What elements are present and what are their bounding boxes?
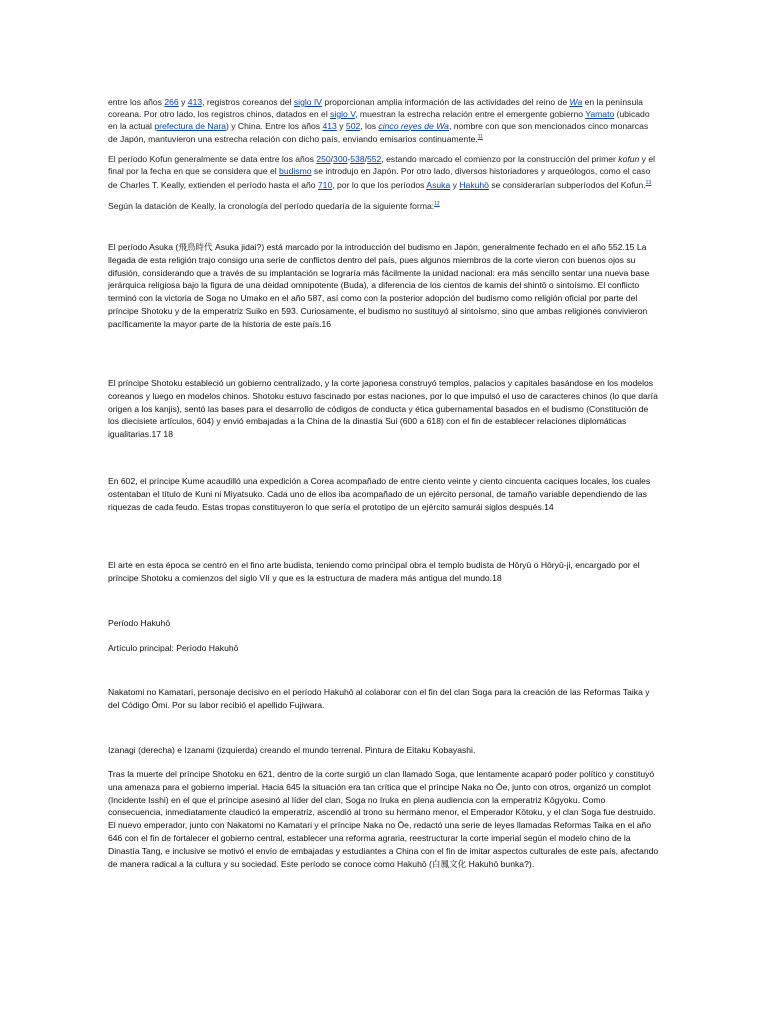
document-page: [108, 97, 660, 221]
text-run: se considerarían subperíodos del Kofun.: [488, 179, 646, 190]
text-run: y: [178, 97, 188, 107]
link-siglo-iv[interactable]: siglo IV: [293, 97, 323, 107]
link-250[interactable]: 250: [316, 154, 331, 165]
text-run: , por lo que los períodos: [332, 179, 427, 190]
link-asuka[interactable]: Asuka: [426, 179, 451, 190]
text-run: , estando marcado el comienzo por la construcción del primer: [381, 154, 619, 165]
text-run: -: [347, 154, 351, 165]
paragraph-soga-clan: Tras la muerte del príncipe Shotoku en 621, dentro de la corte surgió un clan llamado Soga, que lentamente acaparó poder político y constituyó una amenaza para el gobierno imperial. Hacia 645 la situación era tan crítica que el príncipe Naka no Ōe, junto con otros, organizó un complot (Incidente Isshi) en el que el príncipe asesinó al líder del clan, Soga no Iruka en plena audiencia con la emperatriz Kōgyoku. Como consecuencia, inmediatamente claudicó la emperatriz, ascendió al trono su hermano menor, el Emperador Kōtoku, y el clan Soga fue destruido. El nuevo emperador, junto con Nakatomi no Kamatari y el príncipe Naka no Ōe, redactó una serie de leyes llamadas Reformas Taika en el año 646 con el fin de fortalecer el gobierno central, establecer una reforma agraria, reestructurar la corte imperial según el modelo chino de la Dinastía Tang, e inclusive se motivó el envío de embajadas y estudiantes a China con el fin de imitar aspectos culturales de este país, afectando de manera radical a la cultura y su sociedad. Este período se conoce como Hakuhō (白鳳文化 Hakuhō bunka?).: [108, 769, 659, 869]
text-run: , muestran la estrecha relación entre el emergente gobierno: [355, 108, 586, 119]
link-budismo[interactable]: budismo: [279, 165, 312, 176]
text-run: Según la datación de Keally, la cronología del período quedaría de la siguiente forma:: [108, 201, 435, 212]
paragraph-keally-chronology: [108, 199, 660, 213]
link-413[interactable]: 413: [187, 97, 203, 107]
paragraph-kofun-records: [108, 97, 660, 146]
text-run: , nombre con que son mencionados cinco monarcas de Japón, mantuvieron una estrecha relación con dicho país, enviando emisarios continuamente.: [108, 120, 649, 145]
paragraph-shotoku: El príncipe Shotoku estableció un gobierno centralizado, y la corte japonesa construyó templos, palacios y capitales basándose en los modelos coreanos y luego en modelos chinos. Shotoku estuvo fascinado por estas naciones, por lo que impulsó el uso de caracteres chinos (lo que daría origen a los kanjis), sentó las bases para el desarrollo de códigos de conducta y ética gubernamental basados en el budismo (Constitución de los diecisiete artículos, 604) y envió embajadas a la China de la dinastía Sui (600 a 618) con el fin de establecer relaciones diplomáticas igualitarias.17 18: [108, 378, 658, 440]
paragraph-kofun-dating: [108, 154, 660, 191]
text-run-italic: kofun: [618, 154, 640, 165]
text-run: y: [336, 120, 346, 131]
link-413-b[interactable]: 413: [322, 120, 337, 131]
link-502[interactable]: 502: [345, 120, 361, 131]
paragraph-art: El arte en esta época se centró en el fino arte budista, teniendo como principal obra el templo budista de Hōryū o Hōryū-ji, encargado por el príncipe Shotoku a comienzos del siglo VII y que es la estructura de madera más antigua del mundo.18: [108, 560, 640, 583]
text-run: proporcionan amplia información de las actividades del reino de: [322, 97, 570, 107]
text-run: /: [364, 154, 367, 165]
link-cinco-reyes-de-wa[interactable]: cinco reyes de Wa: [378, 120, 449, 131]
text-run: /: [330, 154, 334, 165]
text-run: entre los años: [108, 97, 165, 107]
reference-link[interactable]: 12: [434, 201, 440, 208]
link-yamato[interactable]: Yamato: [585, 108, 615, 119]
text-run: ) y China. Entre los años: [226, 120, 323, 131]
text-run: y: [450, 179, 460, 190]
link-prefectura-de-nara[interactable]: prefectura de Nara: [154, 120, 226, 131]
reference-link[interactable]: 11: [477, 134, 483, 141]
link-wa[interactable]: Wa: [569, 97, 583, 107]
link-538[interactable]: 538: [350, 154, 365, 165]
link-siglo-v[interactable]: siglo V: [330, 108, 356, 119]
main-article-note: Artículo principal: Período Hakuhō: [108, 643, 239, 653]
text-run: se introdujo en Japón. Por otro lado, diversos historiadores y arqueólogos, como el caso de Charles T. Keally, extienden el período hasta el año: [108, 165, 651, 190]
link-266[interactable]: 266: [164, 97, 179, 107]
text-run: (ubicado en la actual: [108, 108, 650, 131]
link-300[interactable]: 300: [333, 154, 348, 165]
paragraph-asuka-period: El período Asuka (飛鳥時代 Asuka jidai?) está marcado por la introducción del budismo en Japón, generalmente fechado en el año 552.15 La llegada de esta religión trajo consigo una serie de conflictos dentro del país, pues algunos miembros de la corte vieron con buenos ojos su difusión, considerando que a través de su implantación se lograría más fácilmente la unidad nacional: era más sencillo sentar una nueva base jerárquica religiosa bajo la figura de una deidad omnipotente (Buda), a diferencia de los cientos de kamis del shintō o sintoísmo. El conflicto terminó con la victoria de Soga no Umako en el año 587, así como con la posterior adopción del budismo como religión oficial por parte del príncipe Shotoku y de la emperatriz Suiko en 593. Curiosamente, el budismo no sustituyó al sintoísmo, sino que ambas religiones convivieron pacíficamente la mayor parte de la historia de este país.16: [108, 242, 650, 329]
paragraph-nakatomi: Nakatomi no Kamatari, personaje decisivo en el período Hakuhō al colaborar con el fin del clan Soga para la creación de las Reformas Taika y del Código Ōmi. Por su labor recibió el apellido Fujiwara.: [108, 687, 650, 710]
text-run: en la península coreana. Por otro lado, los registros chinos, datados en el: [108, 97, 643, 119]
link-710[interactable]: 710: [317, 179, 333, 190]
paragraph-kume-expedition: En 602, el príncipe Kume acaudilló una expedición a Corea acompañado de entre ciento veinte y ciento cincuenta caciques locales, los cuales ostentaban el título de Kuni ni Miyatsuko. Cada uno de ellos iba acompañado de un ejército personal, de tamaño variable dependiendo de las riquezas de cada feudo. Estas tropas constituyeron lo que sería el prototipo de un ejército samurái siglos después.14: [108, 476, 651, 512]
text-run: y el final por la fecha en que se considera que el: [108, 154, 656, 176]
link-hakuho[interactable]: Hakuhō: [459, 179, 489, 190]
text-run: , registros coreanos del: [202, 97, 294, 107]
text-run: El período Kofun generalmente se data entre los años: [108, 154, 317, 165]
section-heading-hakuho: Período Hakuhō: [108, 618, 171, 628]
link-552[interactable]: 552: [367, 154, 382, 165]
text-run: , los: [360, 120, 379, 131]
reference-link[interactable]: 13: [645, 179, 652, 186]
caption-izanagi-izanami: Izanagi (derecha) e Izanami (izquierda) creando el mundo terrenal. Pintura de Eitaku Kobayashi.: [108, 745, 476, 755]
